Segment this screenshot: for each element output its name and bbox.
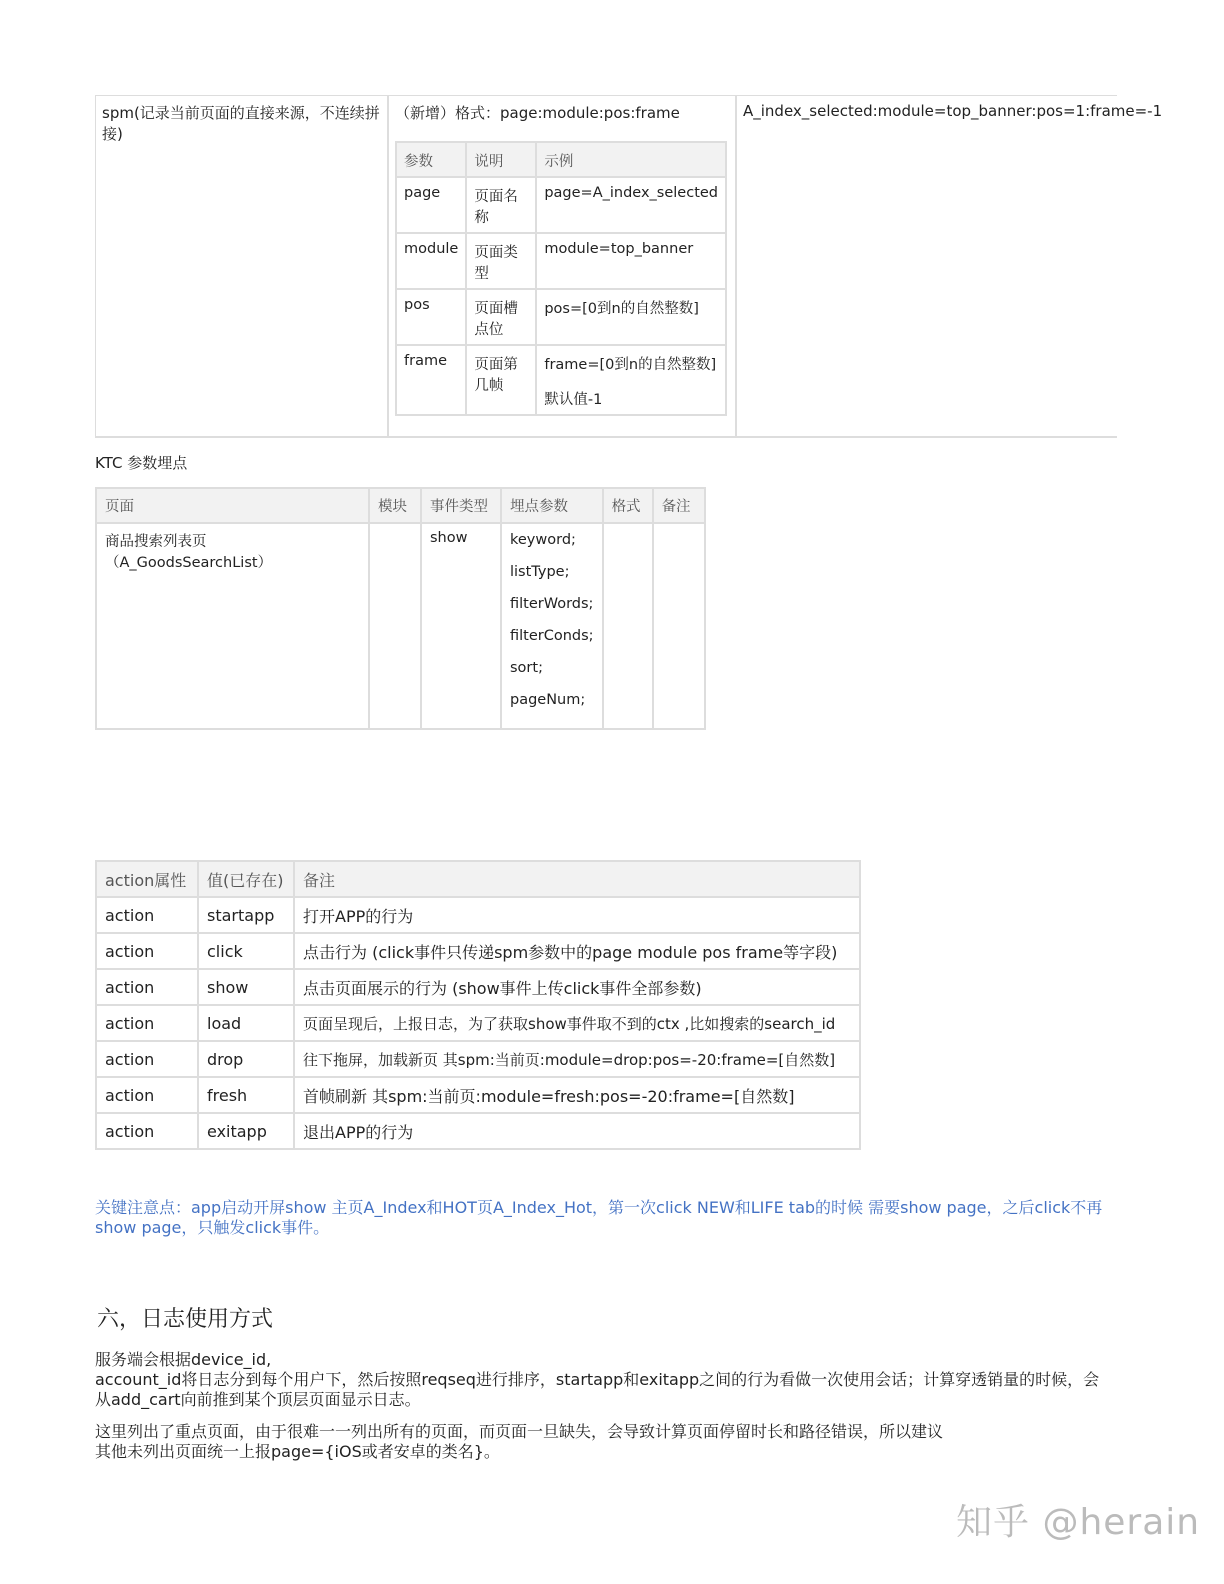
frame-default-text: 默认值-1 bbox=[544, 392, 603, 408]
table-cell: action bbox=[96, 1005, 198, 1041]
column-header: 埋点参数 bbox=[501, 488, 603, 523]
table-cell: 打开APP的行为 bbox=[294, 897, 860, 933]
table-row bbox=[96, 96, 1118, 438]
table-row bbox=[96, 1005, 860, 1041]
ktc-table bbox=[95, 487, 706, 730]
table-row bbox=[96, 969, 860, 1005]
param-item: sort; bbox=[510, 660, 543, 676]
paragraph bbox=[95, 1350, 1115, 1410]
spm-table bbox=[95, 95, 1163, 438]
table-cell: action bbox=[96, 897, 198, 933]
table-cell: 点击行为 (click事件只传递spm参数中的page module pos frame等字段) bbox=[294, 933, 860, 969]
action-table bbox=[95, 860, 861, 1150]
table-cell: module bbox=[396, 233, 466, 289]
paragraph-line: 其他未列出页面统一上报page={iOS或者安卓的类名}。 bbox=[95, 1442, 500, 1461]
table-cell: action bbox=[96, 1077, 198, 1113]
table-cell bbox=[369, 523, 421, 729]
table-cell: action bbox=[96, 933, 198, 969]
table-row bbox=[396, 233, 726, 289]
table-cell bbox=[653, 523, 705, 729]
table-cell: 页面类型 bbox=[466, 233, 536, 289]
table-cell: 页面第几帧 bbox=[466, 345, 536, 415]
table-row bbox=[96, 1041, 860, 1077]
spm-params-table bbox=[395, 141, 727, 416]
table-header-row bbox=[96, 861, 860, 897]
column-header: 模块 bbox=[369, 488, 421, 523]
table-cell: pos bbox=[396, 289, 466, 345]
column-header: 值(已存在) bbox=[198, 861, 294, 897]
table-cell: 页面槽点位 bbox=[466, 289, 536, 345]
param-item: filterWords; bbox=[510, 596, 594, 612]
table-row bbox=[96, 523, 705, 729]
table-cell: frame bbox=[396, 345, 466, 415]
column-header: 参数 bbox=[396, 142, 466, 177]
key-note: 关键注意点：app启动开屏show 主页A_Index和HOT页A_Index_Hot，第一次click NEW和LIFE tab的时候 需要show page，之后click不再show page，只触发click事件。 bbox=[95, 1198, 1103, 1237]
table-cell: show bbox=[421, 523, 501, 729]
column-header: 备注 bbox=[653, 488, 705, 523]
param-item: keyword; bbox=[510, 532, 576, 548]
paragraph-line: 服务端会根据device_id, bbox=[95, 1350, 272, 1369]
table-row bbox=[396, 177, 726, 233]
table-cell: 页面名称 bbox=[466, 177, 536, 233]
table-cell: exitapp bbox=[198, 1113, 294, 1149]
column-header: 事件类型 bbox=[421, 488, 501, 523]
table-cell: click bbox=[198, 933, 294, 969]
table-row bbox=[96, 897, 860, 933]
column-header: action属性 bbox=[96, 861, 198, 897]
column-header: 说明 bbox=[466, 142, 536, 177]
table-cell: 商品搜索列表页（A_GoodsSearchList） bbox=[96, 523, 369, 729]
table-cell: pos=[0到n的自然整数] bbox=[536, 289, 726, 345]
table-row bbox=[96, 1113, 860, 1149]
spm-field-cell bbox=[96, 96, 389, 438]
table-cell: action bbox=[96, 1041, 198, 1077]
table-cell: fresh bbox=[198, 1077, 294, 1113]
table-row bbox=[96, 1077, 860, 1113]
paragraph bbox=[95, 1422, 1115, 1462]
watermark: 知乎 @herain bbox=[956, 1502, 1201, 1543]
column-header: 示例 bbox=[536, 142, 726, 177]
table-cell: page bbox=[396, 177, 466, 233]
spm-example-cell bbox=[736, 96, 1163, 438]
section-heading: 六，日志使用方式 bbox=[97, 1307, 274, 1332]
spm-example-text: A_index_selected:module=top_banner:pos=1:frame=-1 bbox=[743, 102, 1163, 120]
table-row bbox=[396, 289, 726, 345]
param-item: filterConds; bbox=[510, 628, 594, 644]
frame-format-text: frame=[0到n的自然整数] bbox=[544, 357, 717, 373]
table-row bbox=[96, 933, 860, 969]
table-cell bbox=[603, 523, 653, 729]
table-cell: action bbox=[96, 1113, 198, 1149]
ktc-section-title: KTC 参数埋点 bbox=[95, 454, 188, 472]
column-header: 备注 bbox=[294, 861, 860, 897]
table-header-row bbox=[396, 142, 726, 177]
paragraph-line: 这里列出了重点页面，由于很难一一列出所有的页面，而页面一旦缺失，会导致计算页面停留时长和路径错误，所以建议 bbox=[95, 1422, 944, 1441]
table-cell: load bbox=[198, 1005, 294, 1041]
table-cell: 退出APP的行为 bbox=[294, 1113, 860, 1149]
table-cell: page=A_index_selected bbox=[536, 177, 726, 233]
table-cell: 往下拖屏，加载新页 其spm:当前页:module=drop:pos=-20:frame=[自然数] bbox=[294, 1041, 860, 1077]
table-cell: show bbox=[198, 969, 294, 1005]
table-cell: startapp bbox=[198, 897, 294, 933]
table-cell: 点击页面展示的行为 (show事件上传click事件全部参数) bbox=[294, 969, 860, 1005]
column-header: 格式 bbox=[603, 488, 653, 523]
table-cell: drop bbox=[198, 1041, 294, 1077]
spm-field-label: spm(记录当前页面的直接来源，不连续拼接) bbox=[102, 104, 380, 143]
paragraph-line: account_id将日志分到每个用户下，然后按照reqseq进行排序，startapp和exitapp之间的行为看做一次使用会话；计算穿透销量的时候，会从add_cart向前推到某个顶层页面显示日志。 bbox=[95, 1370, 1100, 1409]
table-row bbox=[396, 345, 726, 415]
table-cell bbox=[536, 345, 726, 415]
table-cell: 页面呈现后，上报日志，为了获取show事件取不到的ctx ,比如搜索的search_id bbox=[294, 1005, 860, 1041]
table-cell: action bbox=[96, 969, 198, 1005]
spm-format-text: （新增）格式：page:module:pos:frame bbox=[395, 104, 680, 122]
param-item: listType; bbox=[510, 564, 570, 580]
column-header: 页面 bbox=[96, 488, 369, 523]
table-header-row bbox=[96, 488, 705, 523]
table-cell bbox=[501, 523, 603, 729]
table-cell: 首帧刷新 其spm:当前页:module=fresh:pos=-20:frame=[自然数] bbox=[294, 1077, 860, 1113]
table-cell: module=top_banner bbox=[536, 233, 726, 289]
spm-format-cell bbox=[388, 96, 736, 438]
param-item: pageNum; bbox=[510, 692, 586, 708]
